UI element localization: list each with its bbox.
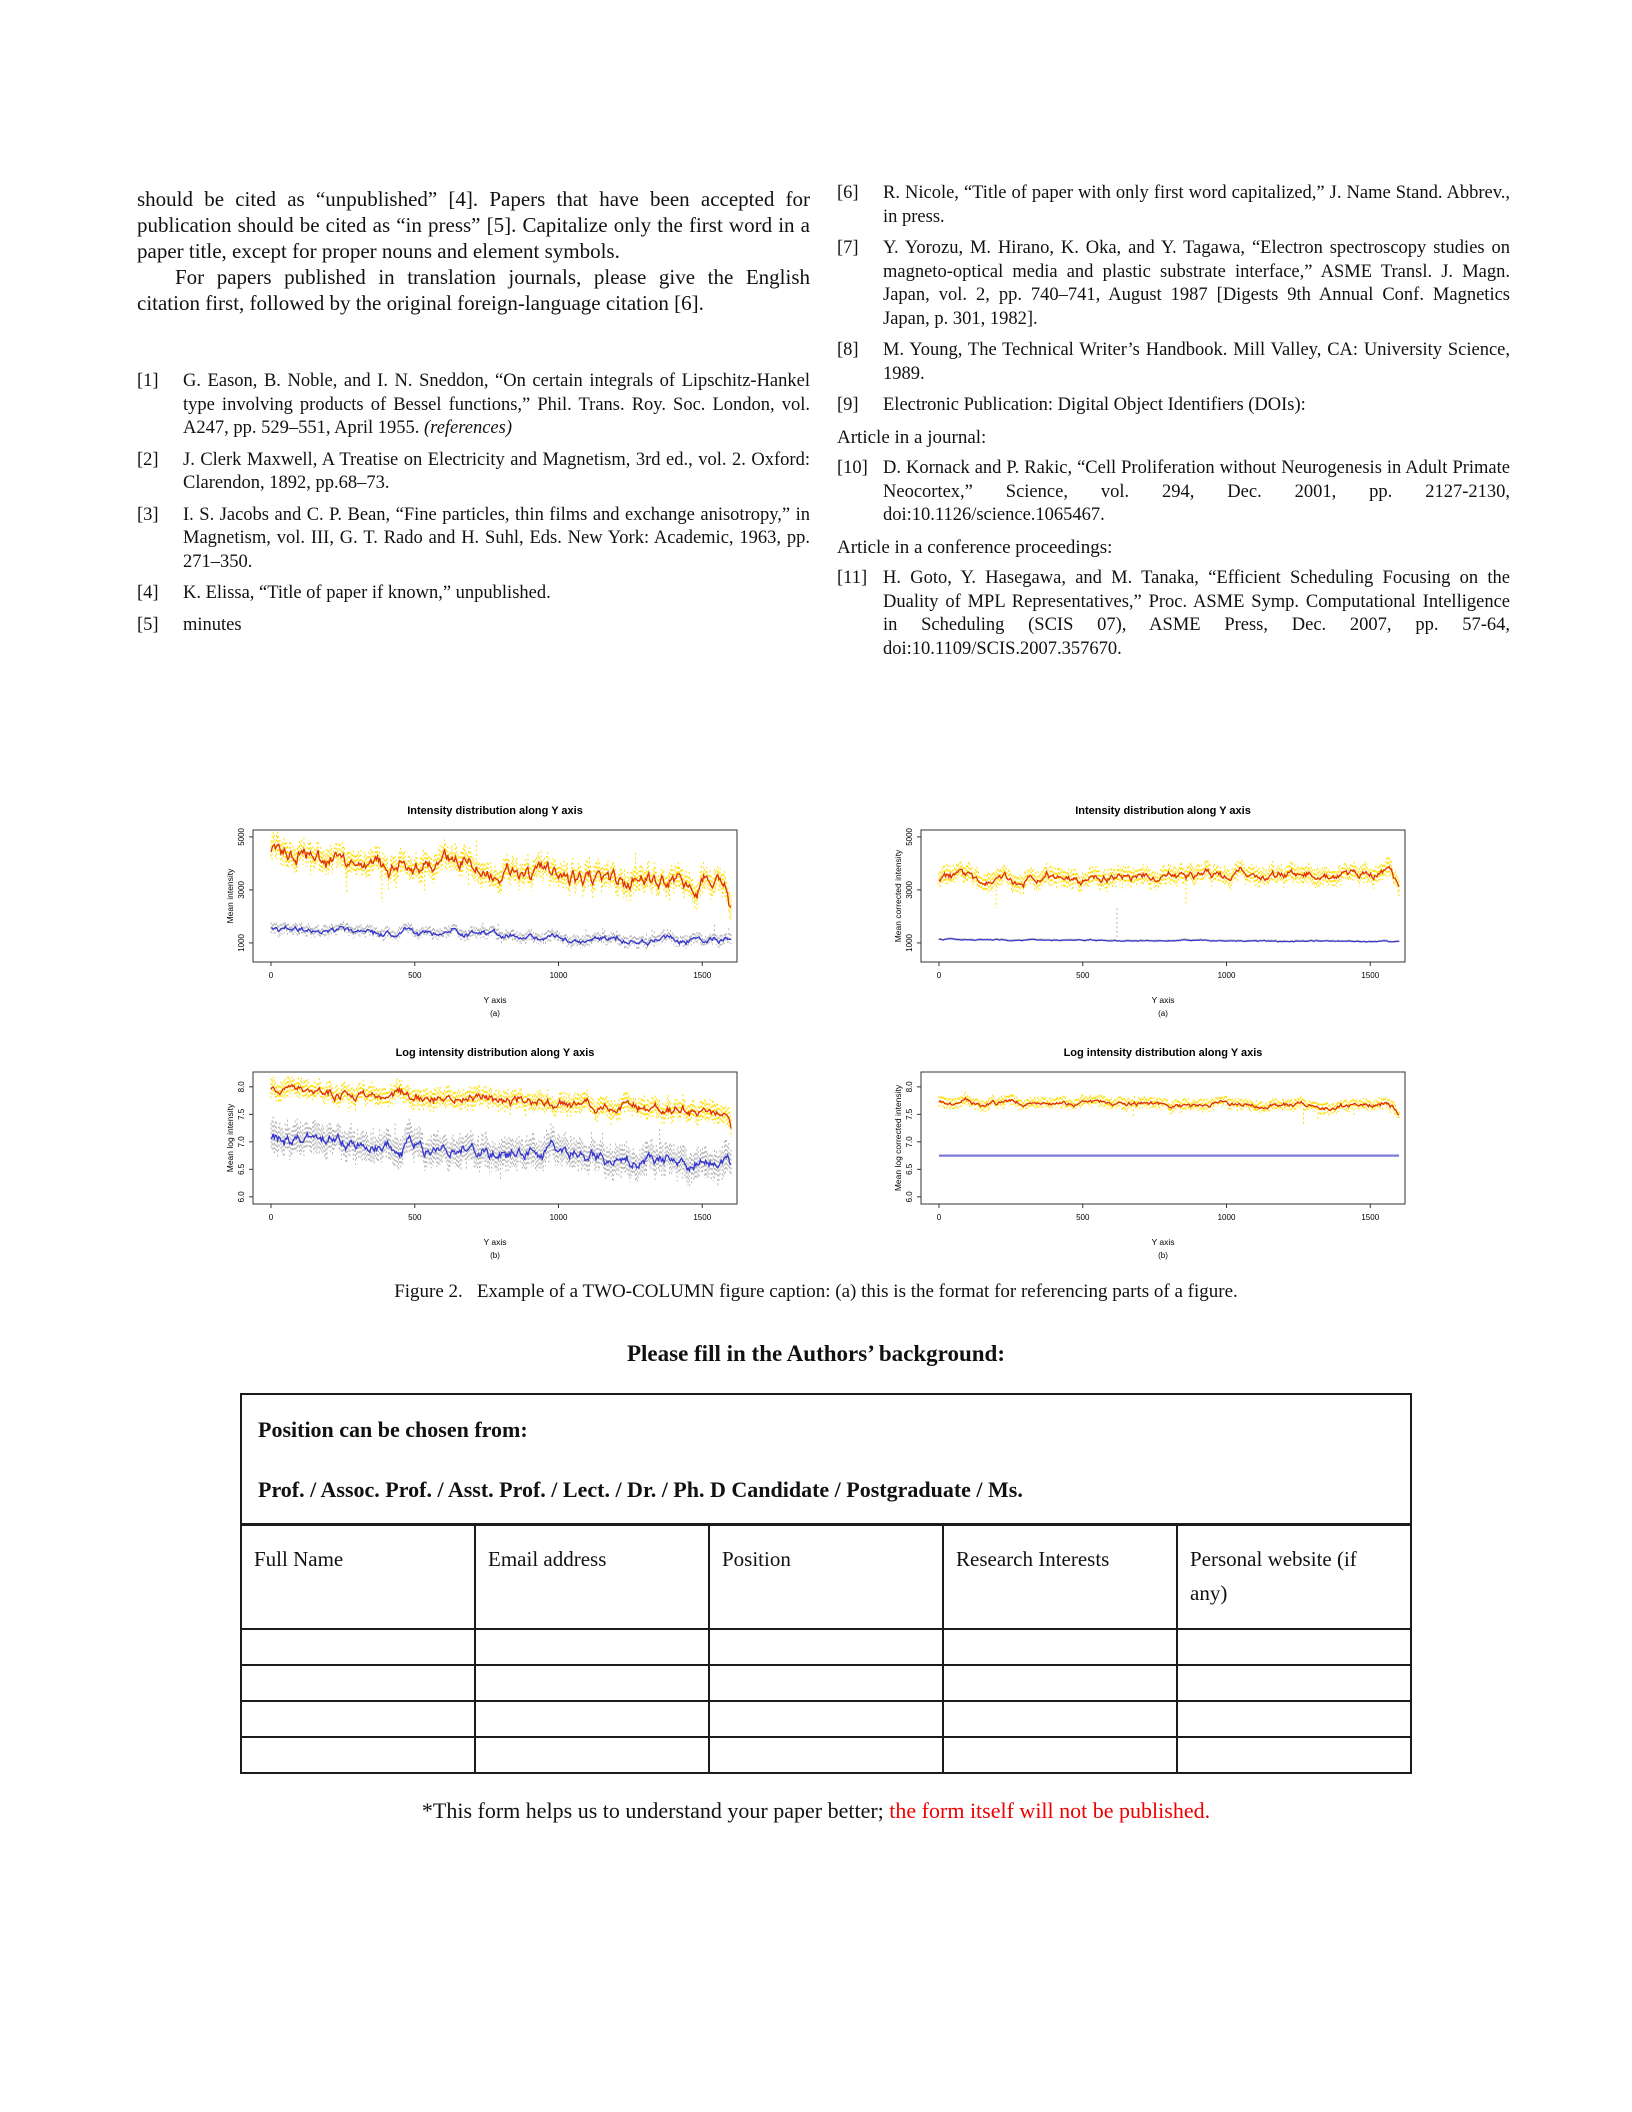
ref-text: G. Eason, B. Noble, and I. N. Sneddon, “On certain integrals of Lipschitz-Hankel type involving products of Bessel functions,” Phil. Trans. Roy. Soc. London, vol. A247, pp. 529–551, April 1955. [183, 371, 810, 438]
x-axis-label: Y axis [483, 995, 507, 1005]
body-paragraph: For papers published in translation journals, please give the English citation first, followed by the original foreign-language citation [6]. [137, 265, 810, 315]
series-band [939, 908, 1399, 945]
y-tick-label: 6.0 [905, 1191, 914, 1203]
form-footnote [0, 1798, 1632, 1824]
y-axis-label: Mean log corrected intensity [893, 1084, 903, 1192]
y-tick-label: 3000 [905, 881, 914, 899]
x-tick-label: 0 [936, 1213, 942, 1222]
column-header: Full Name [241, 1525, 475, 1630]
right-column [837, 182, 1510, 669]
chart-title: Log intensity distribution along Y axis [395, 1047, 595, 1059]
x-tick-label: 1500 [1361, 971, 1380, 980]
form-cell-empty [1177, 1737, 1411, 1773]
y-tick-label: 6.5 [237, 1163, 246, 1175]
chart-title: Log intensity distribution along Y axis [1063, 1047, 1263, 1059]
ref-text: J. Clerk Maxwell, A Treatise on Electricity and Magnetism, 3rd ed., vol. 2. Oxford: Clarendon, 1892, pp.68–73. [183, 449, 810, 493]
x-tick-label: 1000 [1217, 971, 1236, 980]
panel-label: (b) [490, 1251, 500, 1260]
x-tick-label: 1000 [549, 971, 568, 980]
x-axis-label: Y axis [483, 1237, 507, 1247]
column-header: Position [709, 1525, 943, 1630]
form-cell-empty [1177, 1701, 1411, 1737]
column-header: Research Interests [943, 1525, 1177, 1630]
ref-number: [8] [837, 340, 859, 360]
form-cell-empty [241, 1737, 475, 1773]
y-tick-label: 5000 [237, 827, 246, 846]
references-list-left [137, 370, 810, 637]
panel-label: (a) [1158, 1009, 1168, 1018]
reference-item [137, 614, 810, 638]
ref-number: [2] [137, 449, 159, 470]
form-cell-empty [943, 1629, 1177, 1665]
figure-caption-label: Figure 2. [394, 1281, 463, 1302]
figure-caption [0, 1281, 1632, 1303]
y-tick-label: 6.0 [237, 1191, 246, 1203]
y-tick-label: 7.5 [237, 1108, 246, 1120]
x-axis-label: Y axis [1151, 1237, 1175, 1247]
body-paragraph: should be cited as “unpublished” [4]. Papers that have been accepted for publication should be cited as “in press” [5]. Capitalize only the first word in a paper title, except for proper nouns and element symbols. [137, 187, 810, 263]
reference-item [137, 504, 810, 575]
form-cell-empty [1177, 1665, 1411, 1701]
table-row [241, 1665, 1411, 1701]
x-tick-label: 0 [268, 1213, 274, 1222]
column-header: Personal website (if any) [1177, 1525, 1411, 1630]
series-band [939, 1092, 1399, 1126]
series-band [271, 921, 731, 949]
x-tick-label: 500 [1076, 1213, 1090, 1222]
form-cell-empty [943, 1737, 1177, 1773]
ref-text: M. Young, The Technical Writer’s Handbook. Mill Valley, CA: University Science, 1989. [883, 340, 1510, 384]
x-tick-label: 1500 [693, 1213, 712, 1222]
x-tick-label: 1500 [1361, 1213, 1380, 1222]
form-cell-empty [709, 1629, 943, 1665]
references-list-right [837, 182, 1510, 661]
x-tick-label: 500 [408, 1213, 422, 1222]
footnote-black-text: *This form helps us to understand your paper better; [421, 1798, 890, 1823]
section-label: Article in a conference proceedings: [837, 536, 1113, 558]
form-cell-empty [709, 1701, 943, 1737]
form-cell-empty [943, 1701, 1177, 1737]
reference-item [837, 237, 1510, 331]
position-instructions-row [241, 1394, 1411, 1525]
x-tick-label: 1500 [693, 971, 712, 980]
ref-number: [5] [137, 614, 159, 635]
x-axis-label: Y axis [1151, 995, 1175, 1005]
form-cell-empty [943, 1665, 1177, 1701]
y-tick-label: 1000 [905, 934, 914, 952]
x-tick-label: 1000 [1217, 1213, 1236, 1222]
chart-log-intensity-distribution-b-left [225, 1042, 742, 1270]
x-tick-label: 500 [408, 971, 422, 980]
form-heading: Please fill in the Authors’ background: [626, 1341, 1006, 1366]
ref-text: R. Nicole, “Title of paper with only first word capitalized,” J. Name Stand. Abbrev., in press. [883, 183, 1510, 227]
x-tick-label: 1000 [549, 1213, 568, 1222]
reference-item [137, 449, 810, 496]
reference-item [837, 457, 1510, 528]
form-cell-empty [709, 1665, 943, 1701]
y-tick-label: 7.0 [905, 1136, 914, 1148]
reference-item [837, 182, 1510, 229]
y-axis-label: Mean corrected intensity [893, 849, 903, 943]
ref-text: D. Kornack and P. Rakic, “Cell Proliferation without Neurogenesis in Adult Primate Neocortex,” Science, vol. 294, Dec. 2001, pp. 2127-2130, doi:10.1126/science.1065467. [883, 458, 1510, 525]
series-band [939, 857, 1399, 908]
form-cell-empty [709, 1737, 943, 1773]
ref-text: K. Elissa, “Title of paper if known,” unpublished. [183, 583, 551, 603]
footnote-red-text: the form itself will not be published. [889, 1798, 1211, 1823]
form-cell-empty [241, 1629, 475, 1665]
series-band [271, 1076, 731, 1137]
ref-text: minutes [183, 614, 242, 635]
y-axis-label: Mean intensity [225, 868, 235, 924]
reference-item [837, 339, 1510, 386]
position-instructions-cell [241, 1394, 1411, 1525]
table-row [241, 1701, 1411, 1737]
x-tick-label: 0 [936, 971, 942, 980]
panel-label: (a) [490, 1009, 500, 1018]
form-cell-empty [241, 1665, 475, 1701]
y-tick-label: 6.5 [905, 1163, 914, 1175]
x-tick-label: 500 [1076, 971, 1090, 980]
reference-item [837, 567, 1510, 661]
form-cell-empty [475, 1701, 709, 1737]
ref-number: [6] [837, 183, 859, 203]
chart-title: Intensity distribution along Y axis [1075, 805, 1251, 817]
table-row [241, 1629, 1411, 1665]
ref-number: [1] [137, 371, 159, 391]
authors-background-table [240, 1393, 1412, 1774]
chart-intensity-distribution-a-right [893, 800, 1410, 1028]
ref-number: [11] [837, 568, 868, 588]
x-tick-label: 0 [268, 971, 274, 980]
ref-number: [10] [837, 458, 868, 478]
ref-number: [4] [137, 583, 159, 603]
table-row [241, 1737, 1411, 1773]
y-tick-label: 8.0 [905, 1081, 914, 1093]
chart-title: Intensity distribution along Y axis [407, 805, 583, 817]
form-cell-empty [1177, 1629, 1411, 1665]
ref-number: [3] [137, 504, 159, 525]
ref-text: Y. Yorozu, M. Hirano, K. Oka, and Y. Tagawa, “Electron spectroscopy studies on magneto-optical media and plastic substrate interface,” ASME Transl. J. Magn. Japan, vol. 2, pp. 740–741, August 1987 [Digests 9th Annual Conf. Magnetics Japan, p. 301, 1982]. [883, 238, 1510, 329]
section-label: Article in a journal: [837, 426, 987, 448]
y-tick-label: 7.0 [237, 1136, 246, 1148]
y-tick-label: 5000 [905, 827, 914, 846]
reference-item [137, 582, 810, 606]
ref-number: [7] [837, 238, 859, 258]
position-instructions-line1: Position can be chosen from: [258, 1417, 528, 1442]
form-cell-empty [475, 1737, 709, 1773]
ref-text-italic: (references) [424, 418, 513, 438]
chart-log-intensity-distribution-b-right [893, 1042, 1410, 1270]
table-header-row [241, 1525, 1411, 1630]
ref-number: [9] [837, 395, 859, 415]
series-band [271, 1117, 731, 1188]
ref-text: I. S. Jacobs and C. P. Bean, “Fine particles, thin films and exchange anisotropy,” in Magnetism, vol. III, G. T. Rado and H. Suhl, Eds. New York: Academic, 1963, pp. 271–350. [183, 504, 810, 572]
position-options-line: Prof. / Assoc. Prof. / Asst. Prof. / Lect. / Dr. / Ph. D Candidate / Postgraduate / Ms. [258, 1477, 1023, 1502]
ref-text: H. Goto, Y. Hasegawa, and M. Tanaka, “Efficient Scheduling Focusing on the Duality of MPL Representatives,” Proc. ASME Symp. Computational Intelligence in Scheduling (SCIS 07), ASME Press, Dec. 2007, pp. 57-64, doi:10.1109/SCIS.2007.357670. [883, 568, 1510, 659]
figure-caption-text: Example of a TWO-COLUMN figure caption: (a) this is the format for referencing parts of a figure. [476, 1281, 1238, 1302]
form-cell-empty [475, 1665, 709, 1701]
ref-text: Electronic Publication: Digital Object Identifiers (DOIs): [883, 395, 1306, 415]
chart-intensity-distribution-a-left [225, 800, 742, 1028]
reference-item [137, 370, 810, 441]
y-tick-label: 1000 [237, 934, 246, 952]
form-cell-empty [475, 1629, 709, 1665]
y-tick-label: 3000 [237, 881, 246, 899]
y-tick-label: 8.0 [237, 1081, 246, 1093]
panel-label: (b) [1158, 1251, 1168, 1260]
y-tick-label: 7.5 [905, 1108, 914, 1120]
y-axis-label: Mean log intensity [225, 1103, 235, 1173]
form-cell-empty [241, 1701, 475, 1737]
left-column [137, 186, 810, 645]
reference-item [837, 394, 1510, 418]
column-header: Email address [475, 1525, 709, 1630]
